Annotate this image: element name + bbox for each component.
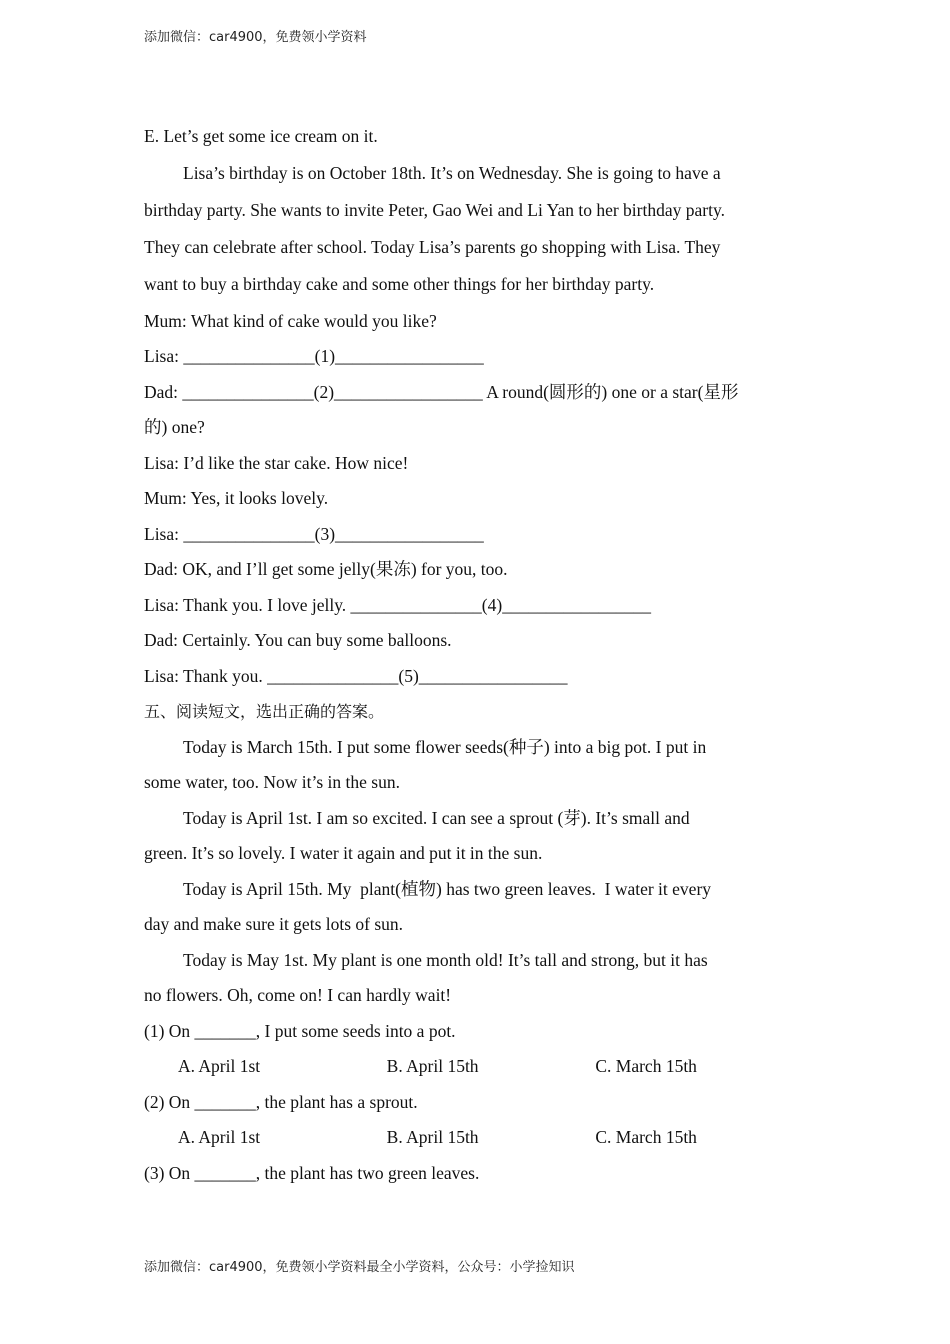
passage-line: want to buy a birthday cake and some other things for her birthday party.: [144, 274, 655, 295]
passage-line: no flowers. Oh, come on! I can hardly wait!: [144, 985, 452, 1006]
passage-line: They can celebrate after school. Today Lisa’s parents go shopping with Lisa. They: [144, 237, 721, 258]
document-body: [144, 119, 804, 1191]
option-e: E. Let’s get some ice cream on it.: [144, 126, 378, 146]
plant-passage: [144, 730, 804, 1014]
dialogue-line: 的) one?: [144, 417, 205, 438]
question-stem: (2) On _______, the plant has a sprout.: [144, 1091, 418, 1112]
question-1: [144, 1014, 804, 1085]
option-c: C. March 15th: [595, 1127, 697, 1148]
dialogue-blank-4: Lisa: Thank you. I love jelly. _______________(4)_________________: [144, 594, 651, 615]
passage-line: Today is April 1st. I am so excited. I can see a sprout (芽). It’s small and: [183, 807, 690, 828]
page-header: 添加微信：car4900，免费领小学资料: [144, 30, 367, 45]
section-heading: 五、阅读短文，选出正确的答案。: [144, 702, 385, 722]
option-a: A. April 1st: [178, 1127, 261, 1148]
option-c: C. March 15th: [595, 1056, 697, 1077]
passage-line: birthday party. She wants to invite Peter, Gao Wei and Li Yan to her birthday party.: [144, 199, 725, 220]
passage-line: green. It’s so lovely. I water it again and put it in the sun.: [144, 843, 543, 864]
passage-line: some water, too. Now it’s in the sun.: [144, 772, 400, 793]
dialogue-line: Mum: What kind of cake would you like?: [144, 310, 437, 331]
answer-options: [144, 1120, 804, 1156]
dialogue-blank-2: Dad: _______________(2)_________________ A round(圆形的) one or a star(星形: [144, 381, 739, 402]
passage-line: Today is April 15th. My plant(植物) has two green leaves. I water it every: [183, 878, 712, 899]
dialogue-line: Mum: Yes, it looks lovely.: [144, 488, 329, 509]
dialogue-blank-3: Lisa: _______________(3)_________________: [144, 523, 484, 544]
answer-options: [144, 1049, 804, 1085]
page-footer: 添加微信：car4900，免费领小学资料最全小学资料，公众号：小学捡知识: [144, 1260, 575, 1275]
passage-line: Lisa’s birthday is on October 18th. It’s on Wednesday. She is going to have a: [183, 162, 721, 183]
birthday-passage: [144, 155, 804, 304]
question-stem: (1) On _______, I put some seeds into a pot.: [144, 1020, 456, 1041]
dialogue: [144, 304, 804, 695]
dialogue-line: Lisa: I’d like the star cake. How nice!: [144, 452, 409, 473]
dialogue-line: Dad: OK, and I’ll get some jelly(果冻) for you, too.: [144, 559, 508, 580]
passage-line: Today is May 1st. My plant is one month old! It’s tall and strong, but it has: [183, 949, 708, 970]
dialogue-blank-5: Lisa: Thank you. _______________(5)_________________: [144, 665, 568, 686]
question-2: [144, 1085, 804, 1156]
option-b: B. April 15th: [386, 1056, 479, 1077]
passage-line: Today is March 15th. I put some flower seeds(种子) into a big pot. I put in: [183, 736, 707, 757]
option-a: A. April 1st: [178, 1056, 261, 1077]
dialogue-line: Dad: Certainly. You can buy some balloons.: [144, 630, 452, 651]
passage-line: day and make sure it gets lots of sun.: [144, 914, 404, 935]
dialogue-blank-1: Lisa: _______________(1)_________________: [144, 346, 484, 367]
question-3: [144, 1156, 804, 1192]
option-b: B. April 15th: [386, 1127, 479, 1148]
question-stem: (3) On _______, the plant has two green leaves.: [144, 1162, 480, 1183]
